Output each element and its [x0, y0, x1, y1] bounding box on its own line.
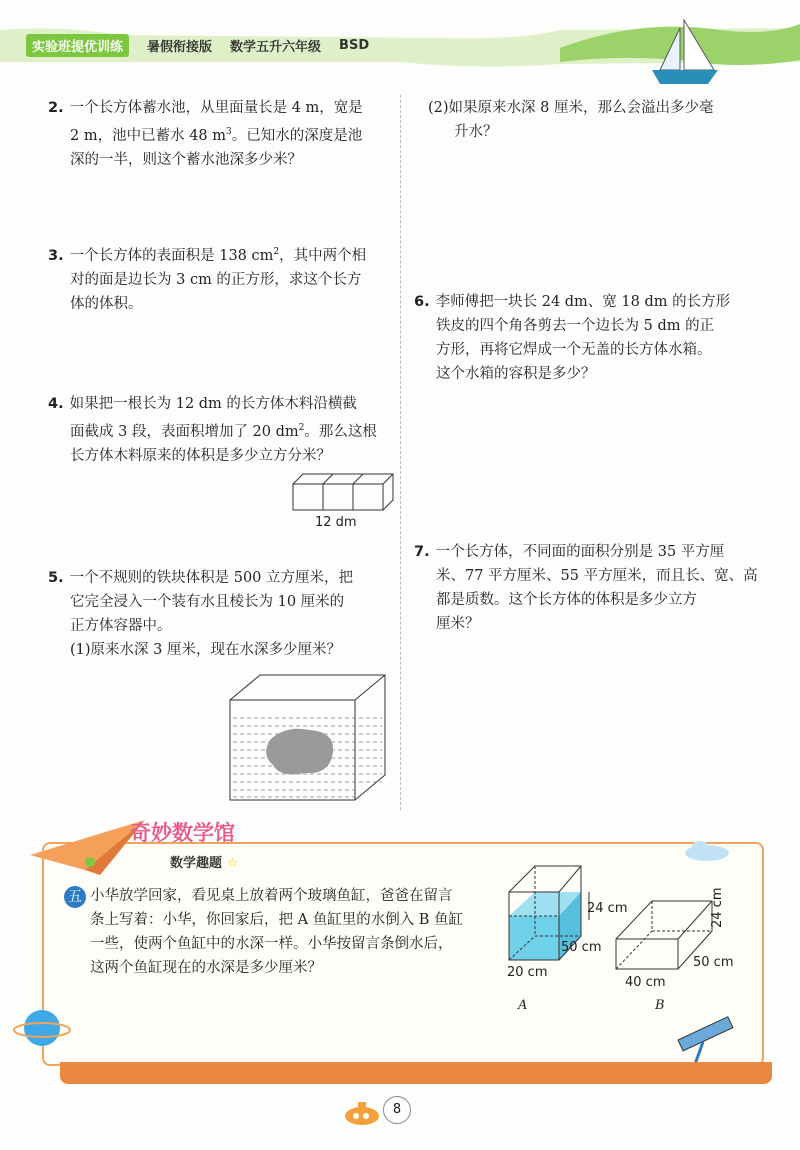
- series-badge: 实验班提优训练: [26, 34, 129, 57]
- question-text: 面截成 3 段，表面积增加了 20 dm: [70, 423, 299, 440]
- problem-text: 这两个鱼缸现在的水深是多少厘米？: [90, 960, 322, 976]
- question-6: [414, 290, 774, 386]
- question-number: 6.: [414, 294, 430, 310]
- question-text: 都是质数。这个长方体的体积是多少立方: [436, 592, 697, 608]
- question-number: 7.: [414, 544, 430, 560]
- superscript: 2: [298, 423, 305, 433]
- question-number: 5.: [48, 570, 64, 586]
- tank-a-length: 50 cm: [561, 940, 602, 955]
- tank-a-label: A: [518, 998, 528, 1013]
- wood-block-figure: [285, 470, 395, 518]
- question-text: 长方体木料原来的体积是多少立方分米？: [70, 447, 331, 464]
- question-text: 李师傅把一块长 24 dm、宽 18 dm 的长方形: [435, 294, 731, 310]
- tank-a-height: 24 cm: [587, 901, 628, 916]
- planet-icon: [12, 1000, 72, 1055]
- question-text: 一个长方体，不同面的面积分别是 35 平方厘: [435, 544, 725, 560]
- tank-b-height: 24 cm: [710, 887, 725, 928]
- page-number: 8: [383, 1096, 411, 1124]
- problem-badge: 五: [64, 886, 86, 908]
- tank-b-width: 50 cm: [693, 955, 734, 970]
- question-text: 2 m，池中已蓄水 48 m: [70, 127, 227, 144]
- question-number: 3.: [48, 247, 64, 264]
- question-text: 一个长方体的表面积是 138 cm: [69, 247, 274, 264]
- column-divider: [400, 95, 401, 810]
- problem-text: 一些，使两个鱼缸中的水深一样。小华按留言条倒水后，: [90, 936, 453, 952]
- question-text: 深的一半，则这个蓄水池深多少米？: [70, 151, 302, 168]
- submarine-icon: [342, 1098, 382, 1128]
- question-text: 厘米？: [436, 616, 480, 632]
- cube-container-figure: [225, 670, 390, 805]
- question-text: 一个不规则的铁块体积是 500 立方厘米，把: [69, 570, 354, 586]
- question-5: [48, 566, 393, 662]
- edition-code: BSD: [339, 38, 370, 53]
- question-text: 。那么这根: [304, 423, 377, 440]
- question-text: 方形，再将它焊成一个无盖的长方体水箱。: [436, 342, 712, 358]
- edition-label: 暑假衔接版: [147, 40, 213, 55]
- header-text: [26, 34, 369, 57]
- question-text: 对的面是边长为 3 cm 的正方形，求这个长方: [70, 271, 362, 288]
- question-text: 这个水箱的容积是多少？: [436, 366, 596, 382]
- star-icon: ☆: [226, 856, 239, 871]
- question-text: 它完全浸入一个装有水且棱长为 10 厘米的: [70, 594, 345, 610]
- question-7: [414, 540, 784, 636]
- fun-problem: [90, 884, 510, 980]
- superscript: 2: [273, 247, 280, 257]
- question-4: [48, 392, 393, 468]
- tank-b-label: B: [655, 998, 665, 1013]
- sub-question-1: (1)原来水深 3 厘米，现在水深多少厘米？: [70, 642, 341, 658]
- wood-length-label: 12 dm: [315, 515, 357, 530]
- sub-question-2: 升水？: [454, 124, 498, 140]
- question-2: [48, 96, 393, 172]
- problem-text: 小华放学回家，看见桌上放着两个玻璃鱼缸，爸爸在留言: [90, 888, 453, 904]
- problem-text: 条上写着：小华，你回家后，把 A 鱼缸里的水倒入 B 鱼缸: [90, 912, 464, 928]
- fun-section-subtitle: [170, 852, 238, 871]
- tank-b-length: 40 cm: [625, 975, 666, 990]
- superscript: 3: [226, 127, 232, 137]
- question-text: ，其中两个相: [279, 247, 367, 264]
- page-header: [0, 0, 800, 95]
- question-text: 。已知水的深度是池: [231, 127, 363, 144]
- question-text: 米、77 平方厘米、55 平方厘米，而且长、宽、高: [436, 568, 758, 584]
- iron-block-icon: [266, 729, 333, 775]
- fun-section-title: 奇妙数学馆: [130, 821, 235, 845]
- question-text: 铁皮的四个角各剪去一个边长为 5 dm 的正: [436, 318, 715, 334]
- panel-bottom-bar: [60, 1062, 772, 1084]
- question-text: 一个长方体蓄水池，从里面量长是 4 m，宽是: [69, 100, 363, 116]
- subtitle-text: 数学趣题: [170, 856, 223, 871]
- question-text: 体的体积。: [70, 295, 143, 312]
- question-text: 如果把一根长为 12 dm 的长方体木料沿横截: [69, 396, 357, 412]
- tank-a-width: 20 cm: [507, 965, 548, 980]
- question-number: 4.: [48, 396, 64, 412]
- sub-question-2: (2)如果原来水深 8 厘米，那么会溢出多少毫: [428, 100, 714, 116]
- question-3: [48, 240, 393, 316]
- cloud-icon: [682, 838, 732, 862]
- tank-a-water: [509, 916, 559, 960]
- question-5-part-2: [428, 96, 778, 144]
- subject-label: 数学五升六年级: [230, 40, 322, 55]
- question-text: 正方体容器中。: [70, 618, 172, 634]
- question-number: 2.: [48, 100, 64, 116]
